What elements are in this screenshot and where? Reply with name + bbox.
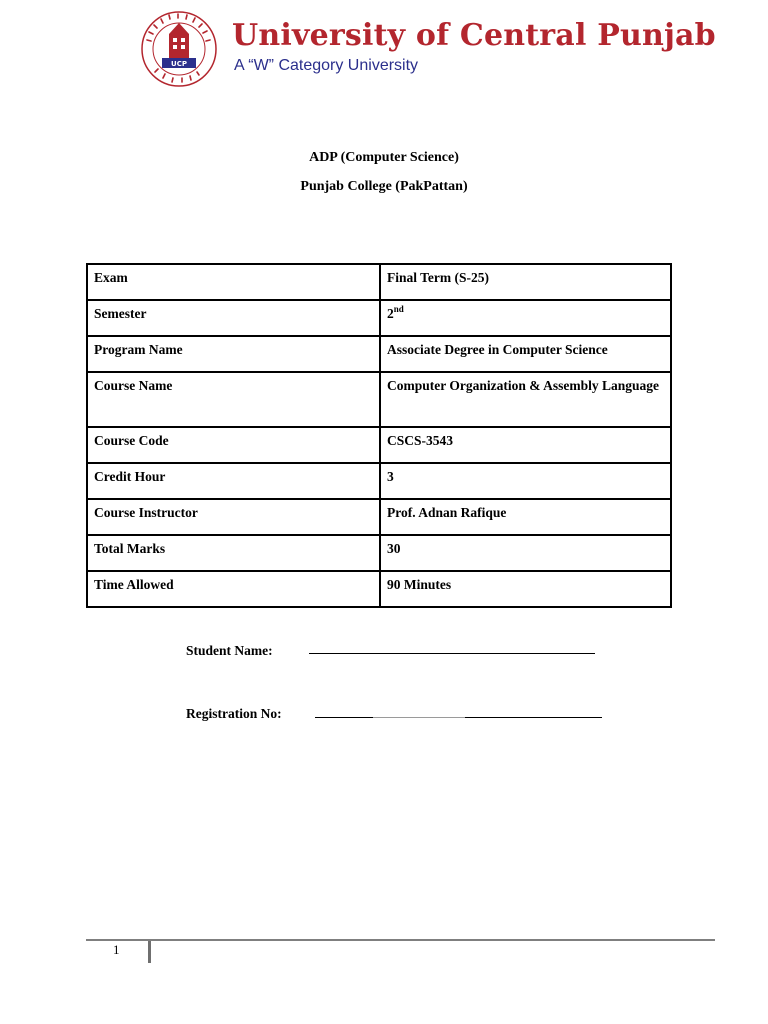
semester-number: 2 (387, 306, 394, 321)
row-label: Credit Hour (87, 463, 380, 499)
table-row-semester (87, 300, 671, 336)
row-label: Time Allowed (87, 571, 380, 607)
row-value: Final Term (S-25) (380, 264, 671, 300)
university-tagline: A “W” Category University (234, 57, 419, 74)
table-row-credit-hour (87, 463, 671, 499)
page-number: 1 (113, 942, 120, 957)
row-value: CSCS-3543 (380, 427, 671, 463)
row-label: Semester (87, 300, 380, 336)
footer-rule (86, 939, 715, 941)
program-title: ADP (Computer Science) (309, 150, 459, 165)
table-row-total-marks (87, 535, 671, 571)
exam-info-table (86, 263, 672, 608)
table-row-exam (87, 264, 671, 300)
table-row-program-name (87, 336, 671, 372)
student-name-label: Student Name: (186, 643, 273, 658)
field-line-gap (373, 717, 465, 718)
row-label: Program Name (87, 336, 380, 372)
university-name: University of Central Punjab (232, 18, 716, 53)
row-value: Prof. Adnan Rafique (380, 499, 671, 535)
registration-no-label: Registration No: (186, 706, 282, 721)
row-label: Course Code (87, 427, 380, 463)
table-row-course-code (87, 427, 671, 463)
student-name-field[interactable] (309, 653, 595, 654)
table-row-time-allowed (87, 571, 671, 607)
university-header (135, 10, 716, 88)
row-label: Course Name (87, 372, 380, 427)
table-row-course-instructor (87, 499, 671, 535)
table-row-course-name (87, 372, 671, 427)
row-value: 90 Minutes (380, 571, 671, 607)
row-value (380, 300, 671, 336)
row-value: 30 (380, 535, 671, 571)
college-title: Punjab College (PakPattan) (300, 179, 468, 194)
university-seal-logo (135, 10, 223, 88)
row-value: Computer Organization & Assembly Language (380, 372, 671, 427)
registration-no-field[interactable] (315, 717, 602, 718)
footer-divider (148, 941, 151, 963)
row-value: Associate Degree in Computer Science (380, 336, 671, 372)
row-label: Course Instructor (87, 499, 380, 535)
row-value: 3 (380, 463, 671, 499)
semester-ordinal-suffix: nd (393, 303, 404, 314)
svg-text:UCP: UCP (171, 60, 187, 68)
row-label: Total Marks (87, 535, 380, 571)
row-label: Exam (87, 264, 380, 300)
